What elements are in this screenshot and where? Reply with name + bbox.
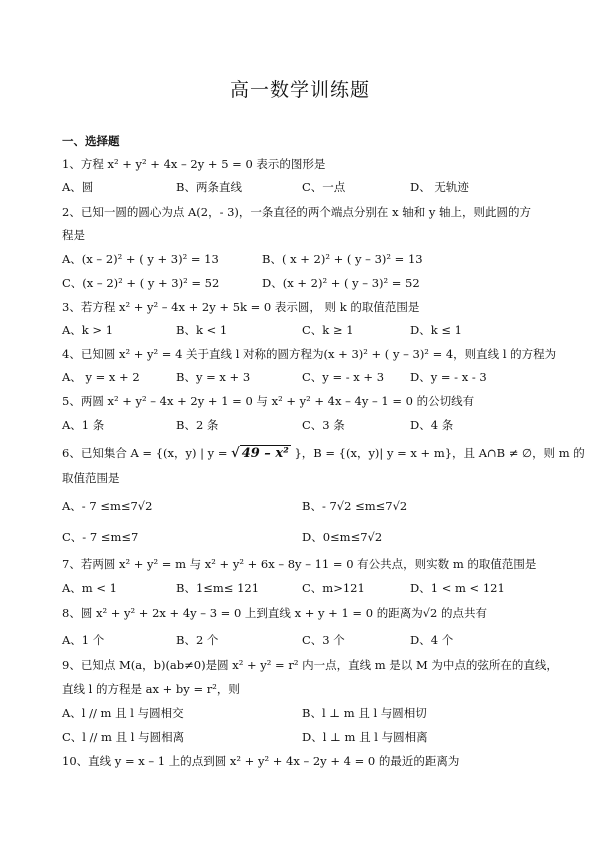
question-1-stem: 1、方程 x² + y² + 4x – 2y + 5 = 0 表示的图形是 (62, 157, 326, 171)
q8-option-d: D、4 个 (410, 633, 454, 647)
q5-option-b: B、2 条 (176, 418, 219, 432)
question-8-stem: 8、圆 x² + y² + 2x + 4y – 3 = 0 上到直线 x + y + 1 = 0 的距离为√2 的点共有 (62, 606, 487, 620)
question-6-stem-line2: 取值范围是 (62, 471, 120, 485)
q1-option-a: A、圆 (62, 180, 94, 194)
q8-option-c: C、3 个 (302, 633, 345, 647)
question-6-stem-line1 (62, 446, 585, 461)
question-10-stem: 10、直线 y = x – 1 上的点到圆 x² + y² + 4x – 2y + 4 = 0 的最近的距离为 (62, 754, 460, 768)
q1-option-b: B、两条直线 (176, 180, 242, 194)
q2-option-b: B、( x + 2)² + ( y – 3)² = 13 (262, 252, 423, 266)
q4-option-a: A、 y = x + 2 (62, 370, 140, 384)
q7-option-c: C、m>121 (302, 581, 365, 595)
q7-option-b: B、1≤m≤ 121 (176, 581, 260, 595)
q6-radical: √ 49 – x² (231, 446, 289, 461)
q4-option-b: B、y = x + 3 (176, 370, 251, 384)
q5-option-d: D、4 条 (410, 418, 454, 432)
q3-option-d: D、k ≤ 1 (410, 323, 462, 337)
q3-option-a: A、k > 1 (62, 323, 114, 337)
page-title: 高一数学训练题 (229, 79, 370, 101)
q9-option-d: D、l ⊥ m 且 l 与圆相离 (302, 730, 428, 744)
question-9-stem-line2: 直线 l 的方程是 ax + by = r²，则 (62, 682, 240, 696)
question-4-stem: 4、已知圆 x² + y² = 4 关于直线 l 对称的圆方程为(x + 3)² + ( y – 3)² = 4，则直线 l 的方程为 (62, 347, 557, 361)
q4-option-c: C、y = - x + 3 (302, 370, 385, 384)
q2-option-a: A、(x – 2)² + ( y + 3)² = 13 (62, 252, 219, 266)
q8-option-a: A、1 个 (62, 633, 105, 647)
q2-option-c: C、(x – 2)² + ( y + 3)² = 52 (62, 276, 220, 290)
q8-option-b: B、2 个 (176, 633, 219, 647)
question-2-stem-line1: 2、已知一圆的圆心为点 A(2，- 3)，一条直径的两个端点分别在 x 轴和 y 轴上，则此圆的方 (62, 205, 532, 219)
q3-option-b: B、k < 1 (176, 323, 228, 337)
question-3-stem: 3、若方程 x² + y² – 4x + 2y + 5k = 0 表示圆， 则 k 的取值范围是 (62, 300, 420, 314)
q1-option-c: C、一点 (302, 180, 346, 194)
q6-radicand: 49 – x² (241, 446, 289, 461)
question-7-stem: 7、若两圆 x² + y² = m 与 x² + y² + 6x – 8y – 11 = 0 有公共点，则实数 m 的取值范围是 (62, 557, 537, 571)
q7-option-a: A、m < 1 (62, 581, 117, 595)
q6-stem-part1: 6、已知集合 A = {(x，y) | y = (62, 446, 228, 460)
q9-option-a: A、l // m 且 l 与圆相交 (62, 706, 184, 720)
q9-option-b: B、l ⊥ m 且 l 与圆相切 (302, 706, 427, 720)
q2-option-d: D、(x + 2)² + ( y – 3)² = 52 (262, 276, 420, 290)
q6-option-a: A、- 7 ≤m≤7√2 (62, 499, 153, 513)
question-5-stem: 5、两圆 x² + y² – 4x + 2y + 1 = 0 与 x² + y² + 4x – 4y – 1 = 0 的公切线有 (62, 394, 475, 408)
q6-option-b: B、- 7√2 ≤m≤7√2 (302, 499, 408, 513)
q7-option-d: D、1 < m < 121 (410, 581, 505, 595)
q6-option-c: C、- 7 ≤m≤7 (62, 530, 139, 544)
q6-option-d: D、0≤m≤7√2 (302, 530, 383, 544)
q3-option-c: C、k ≥ 1 (302, 323, 354, 337)
section-heading: 一、选择题 (62, 134, 120, 148)
q5-option-a: A、1 条 (62, 418, 105, 432)
question-9-stem-line1: 9、已知点 M(a，b)(ab≠0)是圆 x² + y² = r² 内一点，直线 m 是以 M 为中点的弦所在的直线， (62, 658, 558, 672)
q1-option-d: D、 无轨迹 (410, 180, 469, 194)
question-2-stem-line2: 程是 (62, 228, 85, 242)
q4-option-d: D、y = - x - 3 (410, 370, 487, 384)
q9-option-c: C、l // m 且 l 与圆相离 (62, 730, 185, 744)
q5-option-c: C、3 条 (302, 418, 345, 432)
q6-stem-part2: }，B = {(x，y)| y = x + m}，且 A∩B ≠ ∅，则 m 的 (294, 446, 585, 460)
